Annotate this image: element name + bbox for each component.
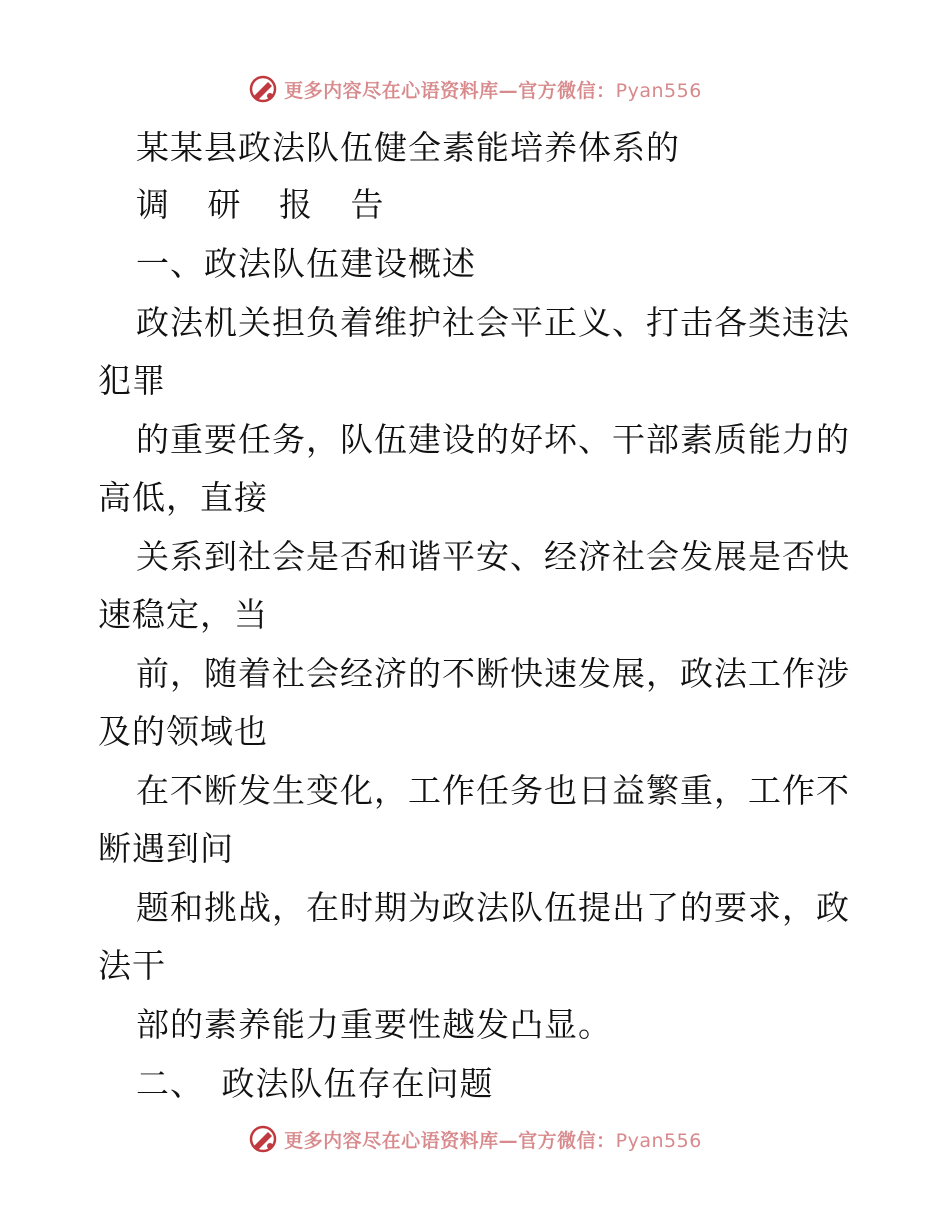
watermark-text: 更多内容尽在心语资料库—官方微信：Pyan556 [284,1129,702,1152]
paragraph-line: 及的领域也 [98,712,268,751]
paragraph-line: 部的素养能力重要性越发凸显。 [136,1005,612,1044]
watermark-text: 更多内容尽在心语资料库—官方微信：Pyan556 [284,79,702,102]
paragraph-line: 高低，直接 [98,478,268,517]
paragraph-line: 题和挑战，在时期为政法队伍提出了的要求，政 [136,888,850,927]
paragraph-line: 关系到社会是否和谐平安、经济社会发展是否快 [136,537,850,576]
paragraph-line: 在不断发生变化，工作任务也日益繁重，工作不 [136,771,850,810]
paragraph-line: 速稳定，当 [98,595,268,634]
paragraph-line: 犯罪 [98,361,166,400]
document-title-line-1: 某某县政法队伍健全素能培养体系的 [136,128,680,167]
pen-seal-logo-icon [248,74,278,104]
pen-seal-logo-icon [248,1124,278,1154]
paragraph-line: 前，随着社会经济的不断快速发展，政法工作涉 [136,654,850,693]
section-heading-2: 二、 政法队伍存在问题 [136,1064,494,1103]
section-heading-1: 一、政法队伍建设概述 [136,244,476,283]
header-watermark [0,74,950,104]
paragraph-line: 的重要任务，队伍建设的好坏、干部素质能力的 [136,420,850,459]
footer-watermark [0,1124,950,1154]
document-title-line-2: 调 研 报 告 [136,185,398,224]
paragraph-line: 政法机关担负着维护社会平正义、打击各类违法 [136,303,850,342]
paragraph-line: 法干 [98,946,166,985]
paragraph-line: 断遇到问 [98,829,234,868]
